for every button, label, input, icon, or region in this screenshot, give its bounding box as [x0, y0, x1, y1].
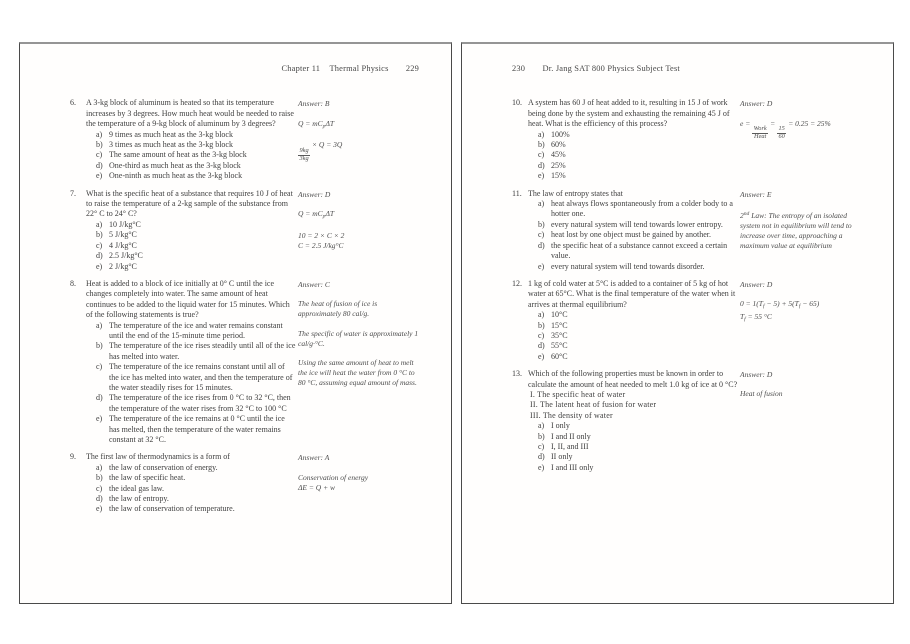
question-number: 13. — [512, 369, 522, 379]
option-letter: c) — [538, 330, 545, 340]
option-row — [528, 310, 738, 320]
answer-label: Answer: D — [740, 99, 773, 109]
option-letter: b) — [538, 140, 545, 150]
question-text: The law of entropy states that — [528, 188, 623, 198]
answer-label: Answer: A — [298, 453, 330, 463]
option-text: One-ninth as much heat as the 3-kg block — [109, 171, 243, 181]
option-letter: a) — [96, 219, 103, 229]
option-text: I and II only — [551, 431, 591, 441]
option-row — [86, 171, 296, 181]
option-row — [86, 130, 296, 140]
page-left-content — [20, 44, 451, 515]
option-text: I and III only — [551, 462, 594, 472]
question-13-main — [512, 369, 740, 473]
fraction-numerator: 9kg — [299, 146, 309, 154]
option-text: 100% — [551, 129, 570, 139]
option-letter: d) — [96, 494, 103, 504]
question-6-main — [70, 98, 298, 181]
formula-part: e = — [740, 118, 753, 128]
page-right — [461, 42, 894, 604]
formula-part: ΔT — [325, 208, 335, 218]
option-row — [528, 230, 738, 240]
option-row — [86, 241, 296, 251]
option-text: the ideal gas law. — [109, 483, 165, 493]
answer-label: Answer: D — [740, 370, 773, 380]
note-part: 2 — [740, 210, 744, 220]
question-body — [86, 189, 298, 272]
question-13 — [512, 369, 861, 473]
answer-column — [740, 279, 861, 362]
option-letter: b) — [538, 431, 545, 441]
answer-column — [298, 98, 419, 181]
question-7-main — [70, 189, 298, 272]
option-letter: d) — [538, 341, 545, 351]
fraction — [298, 148, 310, 163]
page-left — [19, 42, 452, 604]
question-11-main — [512, 189, 740, 272]
formula-subscript: f — [762, 303, 765, 310]
option-letter: e) — [538, 351, 545, 361]
formula-part: = — [768, 118, 778, 128]
formula-part: 0 = 1(T — [740, 299, 763, 309]
option-row — [86, 140, 296, 150]
question-9 — [70, 452, 419, 514]
option-text: 15°C — [551, 320, 568, 330]
option-text: 9 times as much heat as the 3-kg block — [109, 129, 233, 139]
formula-subscript: p — [322, 213, 326, 220]
question-text: Which of the following properties must be known in order to calculate the amount of heat needed to melt 1.0 kg of ice at 0 °C? — [528, 369, 738, 389]
option-text: 2 J/kg°C — [109, 261, 137, 271]
answer-label: Answer: B — [298, 99, 330, 109]
option-letter: c) — [538, 230, 545, 240]
answer-column — [740, 369, 861, 473]
option-text: the law of conservation of energy. — [109, 462, 218, 472]
formula-part: = 0.25 = 25% — [786, 118, 831, 128]
question-11 — [512, 189, 861, 272]
page-number: 229 — [405, 64, 419, 73]
option-letter: b) — [96, 473, 103, 483]
fraction-numerator: 15 — [778, 125, 785, 133]
question-9-main — [70, 452, 298, 514]
option-letter: a) — [538, 199, 545, 209]
option-letter: e) — [96, 171, 103, 181]
question-10-main — [512, 98, 740, 181]
option-row — [528, 262, 738, 272]
option-letter: e) — [96, 504, 103, 514]
option-letter: e) — [96, 414, 103, 424]
question-8 — [70, 279, 419, 446]
question-8-main — [70, 279, 298, 446]
answer-column — [298, 189, 419, 272]
option-letter: e) — [96, 261, 103, 271]
option-text: One-third as much heat as the 3-kg block — [109, 160, 241, 170]
option-letter: e) — [538, 462, 545, 472]
option-text: the law of conservation of temperature. — [109, 504, 235, 514]
option-row — [86, 161, 296, 171]
question-number: 12. — [512, 278, 522, 288]
question-body — [528, 369, 740, 473]
answer-formula — [298, 209, 419, 222]
option-row — [528, 199, 738, 220]
option-text: 55°C — [551, 341, 568, 351]
question-number: 6. — [70, 98, 76, 108]
option-letter: c) — [96, 362, 103, 372]
question-body — [86, 98, 298, 181]
option-row — [86, 220, 296, 230]
option-row — [528, 130, 738, 140]
option-row — [528, 150, 738, 160]
option-row — [86, 484, 296, 494]
option-letter: b) — [538, 219, 545, 229]
question-body — [528, 279, 740, 362]
option-text: The same amount of heat as the 3-kg block — [109, 150, 247, 160]
chapter-label: Chapter 11 — [281, 64, 321, 73]
formula-part: Q = mC — [298, 208, 323, 218]
formula-part: T — [740, 311, 745, 321]
question-body — [528, 98, 740, 181]
option-row — [86, 230, 296, 240]
option-row — [86, 414, 296, 445]
option-letter: b) — [96, 341, 103, 351]
question-number: 7. — [70, 188, 76, 198]
option-row — [86, 463, 296, 473]
answer-formula — [740, 119, 861, 141]
option-text: 45% — [551, 150, 566, 160]
option-row — [528, 321, 738, 331]
option-letter: a) — [538, 421, 545, 431]
question-body — [86, 452, 298, 514]
roman-item: III. The density of water — [530, 410, 613, 420]
roman-item: I. The specific heat of water — [530, 389, 626, 399]
option-text: the law of specific heat. — [109, 473, 186, 483]
option-text: 2.5 J/kg°C — [109, 251, 143, 261]
fraction-denominator: 3kg — [299, 154, 309, 162]
option-text: 5 J/kg°C — [109, 230, 137, 240]
formula-part: = 55 °C — [745, 311, 772, 321]
answer-formula — [740, 312, 861, 325]
answer-formula: C = 2.5 J/kg°C — [298, 240, 344, 250]
option-row — [528, 452, 738, 462]
option-text: 60% — [551, 140, 566, 150]
option-letter: a) — [96, 129, 103, 139]
option-row — [86, 150, 296, 160]
option-text: The temperature of the ice rises from 0 °C to 32 °C, then the temperature of the water rises from 32 °C to 100 °C — [109, 393, 291, 413]
question-body — [528, 189, 740, 272]
page-right-content — [462, 44, 893, 473]
option-letter: a) — [538, 129, 545, 139]
option-letter: e) — [538, 261, 545, 271]
option-text: The temperature of the ice and water remains constant until the end of the 15-minute time period. — [109, 320, 283, 340]
formula-part: × Q = 3Q — [310, 140, 343, 150]
answer-note: The specific of water is approximately 1 cal/g·°C. — [298, 328, 419, 348]
option-row — [528, 220, 738, 230]
option-row — [528, 171, 738, 181]
option-row — [86, 262, 296, 272]
formula-part: Q = mC — [298, 118, 323, 128]
option-text: 10 J/kg°C — [109, 219, 141, 229]
option-row — [528, 442, 738, 452]
question-text: 1 kg of cold water at 5°C is added to a container of 5 kg of hot water at 65°C. What is the final temperature of the water when it arrives at thermal equilibrium? — [528, 278, 736, 309]
formula-part: ΔT — [325, 118, 335, 128]
option-letter: a) — [538, 310, 545, 320]
option-text: every natural system will tend towards disorder. — [551, 261, 705, 271]
option-letter: d) — [538, 452, 545, 462]
answer-formula — [740, 299, 861, 312]
page-header-right — [512, 64, 861, 74]
roman-numeral-list — [528, 390, 738, 421]
option-letter: d) — [96, 251, 103, 261]
option-row — [86, 251, 296, 261]
answer-note: The heat of fusion of ice is approximately 80 cal/g. — [298, 299, 378, 319]
option-text: 25% — [551, 160, 566, 170]
question-number: 9. — [70, 452, 76, 462]
answer-label: Answer: C — [298, 279, 330, 289]
answer-note: Heat of fusion — [740, 389, 783, 399]
option-letter: c) — [538, 150, 545, 160]
formula-part: − 5) + 5(T — [764, 299, 799, 309]
option-text: every natural system will tend towards lower entropy. — [551, 219, 723, 229]
option-row — [528, 432, 738, 442]
question-text: What is the specific heat of a substance that requires 10 J of heat to raise the temperature of a 2-kg sample of the substance from 22° C to 24° C? — [86, 188, 293, 219]
option-row — [528, 161, 738, 171]
option-text: 15% — [551, 171, 566, 181]
option-text: 3 times as much heat as the 3-kg block — [109, 140, 233, 150]
option-letter: a) — [96, 320, 103, 330]
answer-note — [740, 209, 861, 252]
option-text: The temperature of the ice rises steadily until all of the ice has melted into water. — [109, 341, 296, 361]
option-text: The temperature of the ice remains at 0 °C until the ice has melted, then the temperature of the water remains constant at 32 °C. — [109, 414, 285, 444]
answer-formula: 10 = 2 × C × 2 — [298, 230, 345, 240]
formula-subscript: p — [322, 123, 326, 130]
option-text: 10°C — [551, 310, 568, 320]
answer-column — [298, 452, 419, 514]
option-row — [86, 341, 296, 362]
answer-formula — [298, 140, 419, 162]
answer-column — [740, 98, 861, 181]
note-superscript: nd — [743, 210, 750, 217]
option-letter: c) — [538, 442, 545, 451]
option-letter: b) — [96, 230, 103, 240]
fraction — [752, 126, 768, 141]
option-letter: b) — [538, 320, 545, 330]
option-text: I only — [551, 421, 570, 431]
option-text: the specific heat of a substance cannot exceed a certain value. — [551, 240, 728, 261]
answer-label: Answer: D — [740, 279, 773, 289]
fraction-numerator: Work — [753, 125, 767, 133]
option-text: heat always flows spontaneously from a colder body to a hotter one. — [551, 199, 733, 219]
option-row — [528, 241, 738, 262]
option-text: 60°C — [551, 351, 568, 361]
option-text: the law of entropy. — [109, 494, 169, 504]
option-row — [86, 494, 296, 504]
fraction — [777, 126, 786, 141]
question-body — [86, 279, 298, 446]
question-12 — [512, 279, 861, 362]
answer-column — [298, 279, 419, 446]
section-title: Thermal Physics — [329, 64, 389, 73]
question-number: 11. — [512, 188, 522, 198]
option-text: 4 J/kg°C — [109, 240, 137, 250]
question-text: A system has 60 J of heat added to it, resulting in 15 J of work being done by the system and exhausting the remaining 45 J of heat. What is the efficiency of this process? — [528, 98, 730, 129]
formula-subscript: f — [798, 303, 801, 310]
option-row — [86, 473, 296, 483]
answer-formula — [298, 119, 419, 132]
fraction-denominator: Heat — [754, 132, 767, 140]
option-letter: e) — [538, 171, 545, 181]
fraction-denominator: 60 — [778, 132, 785, 140]
page-number: 230 — [512, 64, 526, 73]
option-letter: d) — [96, 393, 103, 403]
question-6 — [70, 98, 419, 181]
page-header-left — [70, 64, 419, 74]
option-row — [528, 341, 738, 351]
question-text: Heat is added to a block of ice initially at 0° C until the ice changes completely into water. The same amount of heat continues to be added to the liquid water for 15 minutes. Which of the following statements is true? — [86, 278, 290, 320]
option-letter: c) — [96, 150, 103, 160]
option-row — [86, 362, 296, 393]
option-row — [528, 331, 738, 341]
option-row — [86, 321, 296, 342]
question-10 — [512, 98, 861, 181]
option-row — [528, 352, 738, 362]
option-row — [86, 393, 296, 414]
question-text: A 3-kg block of aluminum is heated so that its temperature increases by 3 degrees. How much heat would be needed to raise the temperature of a 9-kg block of aluminum by 3 degrees? — [86, 98, 294, 129]
formula-subscript: f — [744, 316, 746, 323]
note-part: Law: The entropy of an isolated system not in equilibrium will tend to increase over time, approaching a maximum value at equilibrium — [740, 210, 852, 251]
option-letter: d) — [538, 240, 545, 250]
answer-note: Using the same amount of heat to melt the ice will heat the water from 0 °C to 80 °C, assuming equal amount of mass. — [298, 357, 417, 388]
answer-label: Answer: E — [740, 189, 772, 199]
question-7 — [70, 189, 419, 272]
option-row — [528, 421, 738, 431]
option-text: I, II, and III — [551, 442, 589, 451]
option-text: The temperature of the ice remains constant until all of the ice has melted into water, and then the temperature of the water steadily rises for 15 minutes. — [109, 362, 293, 392]
option-letter: d) — [538, 160, 545, 170]
option-row — [86, 504, 296, 514]
option-letter: d) — [96, 160, 103, 170]
answer-note: Conservation of energy — [298, 472, 369, 482]
option-letter: c) — [96, 483, 103, 493]
option-row — [528, 140, 738, 150]
option-text: II only — [551, 452, 573, 462]
formula-part: − 65) — [800, 299, 820, 309]
option-letter: c) — [96, 240, 103, 250]
option-row — [528, 463, 738, 473]
roman-item: II. The latent heat of fusion for water — [530, 400, 657, 410]
answer-formula: ΔE = Q + w — [298, 482, 336, 492]
question-number: 8. — [70, 278, 76, 288]
option-letter: a) — [96, 462, 103, 472]
answer-label: Answer: D — [298, 189, 331, 199]
option-text: heat lost by one object must be gained by another. — [551, 230, 711, 240]
answer-column — [740, 189, 861, 272]
question-12-main — [512, 279, 740, 362]
option-text: 35°C — [551, 330, 568, 340]
question-number: 10. — [512, 98, 522, 108]
question-text: The first law of thermodynamics is a form of — [86, 452, 230, 462]
option-letter: b) — [96, 140, 103, 150]
book-title: Dr. Jang SAT 800 Physics Subject Test — [542, 64, 680, 73]
